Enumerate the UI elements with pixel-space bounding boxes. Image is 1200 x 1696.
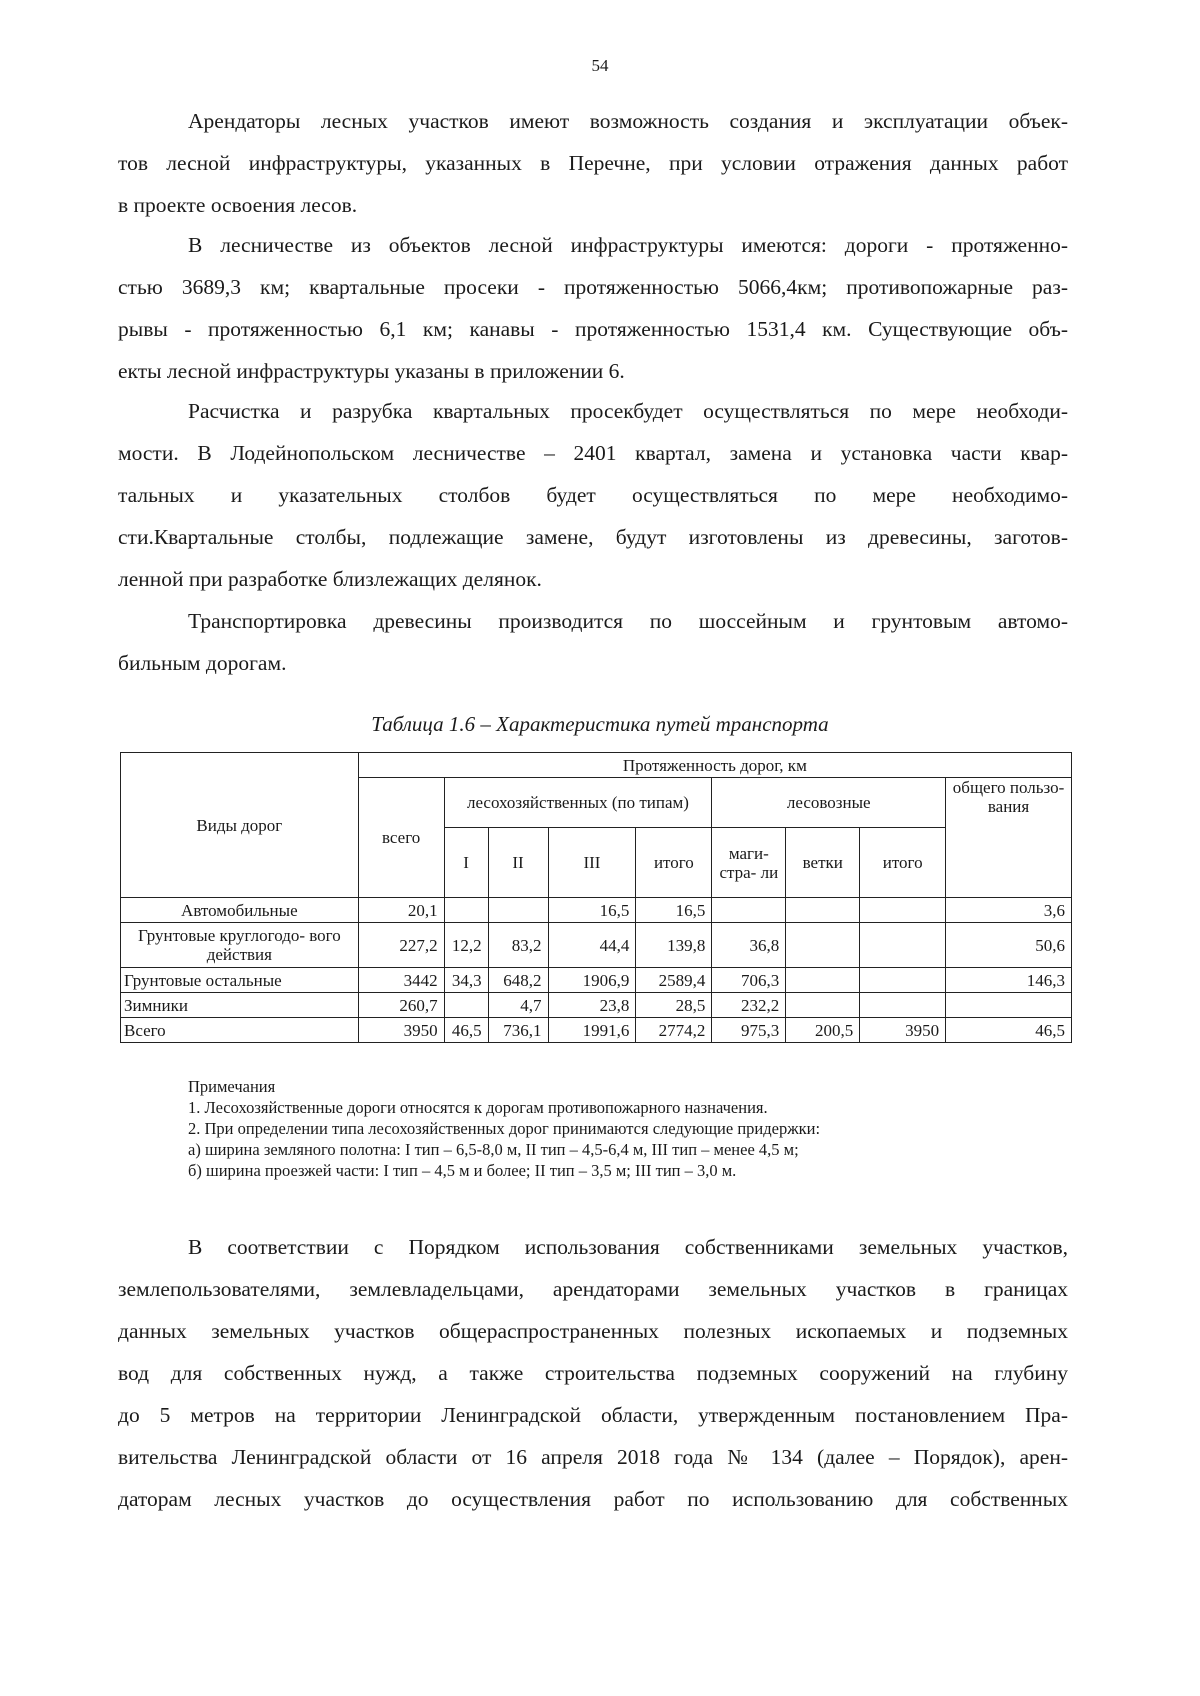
cell-main-roads: 975,3 <box>712 1018 786 1043</box>
text-line: рывы - протяженностью 6,1 км; канавы - протяженностью 1531,4 км. Существующие объ- <box>118 317 1068 341</box>
cell-forestry-sum: 28,5 <box>636 993 712 1018</box>
header-total: всего <box>358 778 444 898</box>
table-caption: Таблица 1.6 – Характеристика путей транспорта <box>371 712 829 736</box>
header-type-2: II <box>488 828 548 898</box>
text-line: стью 3689,3 км; квартальные просеки - протяженностью 5066,4км; противопожарные раз- <box>118 275 1068 299</box>
header-branches: ветки <box>786 828 860 898</box>
header-logging: лесовозные <box>712 778 946 828</box>
paragraph-2 <box>118 224 1068 392</box>
notes-title: Примечания <box>188 1077 276 1096</box>
cell-forestry-sum: 2774,2 <box>636 1018 712 1043</box>
cell-type-1 <box>444 993 488 1018</box>
note-item: б) ширина проезжей части: I тип – 4,5 м и более; II тип – 3,5 м; III тип – 3,0 м. <box>188 1161 737 1180</box>
cell-logging-sum <box>860 923 946 968</box>
cell-forestry-sum: 2589,4 <box>636 968 712 993</box>
text-line: Арендаторы лесных участков имеют возможность создания и эксплуатации объек- <box>188 109 1068 133</box>
text-line: данных земельных участков общераспространенных полезных ископаемых и подземных <box>118 1319 1068 1343</box>
cell-public: 46,5 <box>946 1018 1072 1043</box>
note-item: 1. Лесохозяйственные дороги относятся к дорогам противопожарного назначения. <box>188 1098 768 1117</box>
header-length: Протяженность дорог, км <box>358 753 1071 778</box>
table-row <box>121 993 1072 1018</box>
road-type: Грунтовые остальные <box>121 968 359 993</box>
text-line: Расчистка и разрубка квартальных просекбудет осуществляться по мере необходи- <box>188 399 1068 423</box>
cell-forestry-sum: 139,8 <box>636 923 712 968</box>
header-type-1: I <box>444 828 488 898</box>
text-line: в проекте освоения лесов. <box>118 193 358 217</box>
cell-public <box>946 993 1072 1018</box>
header-logging-sum: итого <box>860 828 946 898</box>
road-type: Зимники <box>121 993 359 1018</box>
cell-type-3: 23,8 <box>548 993 636 1018</box>
cell-total: 20,1 <box>358 898 444 923</box>
header-road-types: Виды дорог <box>121 753 359 898</box>
text-line: В соответствии с Порядком использования собственниками земельных участков, <box>188 1235 1068 1259</box>
text-line: даторам лесных участков до осуществления работ по использованию для собственных <box>118 1487 1068 1511</box>
text-line: вод для собственных нужд, а также строительства подземных сооружений на глубину <box>118 1361 1068 1385</box>
cell-branches <box>786 968 860 993</box>
table-notes <box>188 1076 1088 1181</box>
cell-type-3: 44,4 <box>548 923 636 968</box>
cell-forestry-sum: 16,5 <box>636 898 712 923</box>
header-forestry-sum: итого <box>636 828 712 898</box>
cell-type-1: 46,5 <box>444 1018 488 1043</box>
cell-type-2: 4,7 <box>488 993 548 1018</box>
table-row <box>121 968 1072 993</box>
cell-logging-sum: 3950 <box>860 1018 946 1043</box>
text-line: В лесничестве из объектов лесной инфраструктуры имеются: дороги - протяженно- <box>188 233 1068 257</box>
header-public: общего пользо- вания <box>946 778 1072 898</box>
cell-branches <box>786 923 860 968</box>
table-row <box>121 1018 1072 1043</box>
table-row <box>121 923 1072 968</box>
header-forestry: лесохозяйственных (по типам) <box>444 778 712 828</box>
cell-branches <box>786 898 860 923</box>
cell-type-3: 16,5 <box>548 898 636 923</box>
cell-total: 227,2 <box>358 923 444 968</box>
text-line: сти.Квартальные столбы, подлежащие замене, будут изготовлены из древесины, заготов- <box>118 525 1068 549</box>
text-line: Транспортировка древесины производится по шоссейным и грунтовым автомо- <box>188 609 1068 633</box>
cell-total: 3442 <box>358 968 444 993</box>
cell-main-roads <box>712 898 786 923</box>
cell-public: 146,3 <box>946 968 1072 993</box>
cell-branches: 200,5 <box>786 1018 860 1043</box>
note-item: а) ширина земляного полотна: I тип – 6,5-8,0 м, II тип – 4,5-6,4 м, III тип – менее 4,5 м; <box>188 1140 799 1159</box>
cell-type-1: 34,3 <box>444 968 488 993</box>
cell-type-2: 736,1 <box>488 1018 548 1043</box>
text-line: вительства Ленинградской области от 16 апреля 2018 года № 134 (далее – Порядок), арен- <box>118 1445 1068 1469</box>
table-row <box>121 898 1072 923</box>
cell-main-roads: 706,3 <box>712 968 786 993</box>
roads-table <box>120 752 1072 1043</box>
cell-public: 50,6 <box>946 923 1072 968</box>
text-line: до 5 метров на территории Ленинградской области, утвержденным постановлением Пра- <box>118 1403 1068 1427</box>
text-line: тов лесной инфраструктуры, указанных в Перечне, при условии отражения данных работ <box>118 151 1068 175</box>
cell-public: 3,6 <box>946 898 1072 923</box>
cell-total: 3950 <box>358 1018 444 1043</box>
header-type-3: III <box>548 828 636 898</box>
cell-type-1 <box>444 898 488 923</box>
paragraph-4 <box>118 600 1068 684</box>
text-line: мости. В Лодейнопольском лесничестве – 2401 квартал, замена и установка части квар- <box>118 441 1068 465</box>
cell-type-2: 648,2 <box>488 968 548 993</box>
cell-branches <box>786 993 860 1018</box>
cell-logging-sum <box>860 968 946 993</box>
cell-type-2: 83,2 <box>488 923 548 968</box>
paragraph-5 <box>118 1226 1068 1520</box>
paragraph-3 <box>118 390 1068 600</box>
text-line: землепользователями, землевладельцами, арендаторами земельных участков в границах <box>118 1277 1068 1301</box>
note-item: 2. При определении типа лесохозяйственных дорог принимаются следующие придержки: <box>188 1119 821 1138</box>
paragraph-1 <box>118 100 1068 226</box>
text-line: тальных и указательных столбов будет осуществляться по мере необходимо- <box>118 483 1068 507</box>
cell-type-3: 1906,9 <box>548 968 636 993</box>
cell-total: 260,7 <box>358 993 444 1018</box>
cell-type-2 <box>488 898 548 923</box>
cell-type-3: 1991,6 <box>548 1018 636 1043</box>
text-line: екты лесной инфраструктуры указаны в приложении 6. <box>118 359 625 383</box>
cell-type-1: 12,2 <box>444 923 488 968</box>
road-type: Автомобильные <box>121 898 359 923</box>
page-number: 54 <box>591 56 609 75</box>
cell-main-roads: 232,2 <box>712 993 786 1018</box>
cell-main-roads: 36,8 <box>712 923 786 968</box>
cell-logging-sum <box>860 898 946 923</box>
cell-logging-sum <box>860 993 946 1018</box>
text-line: бильным дорогам. <box>118 651 287 675</box>
header-main-roads: маги- стра- ли <box>712 828 786 898</box>
road-type: Всего <box>121 1018 359 1043</box>
text-line: ленной при разработке близлежащих делянок. <box>118 567 542 591</box>
road-type: Грунтовые круглогодо- вого действия <box>121 923 359 968</box>
